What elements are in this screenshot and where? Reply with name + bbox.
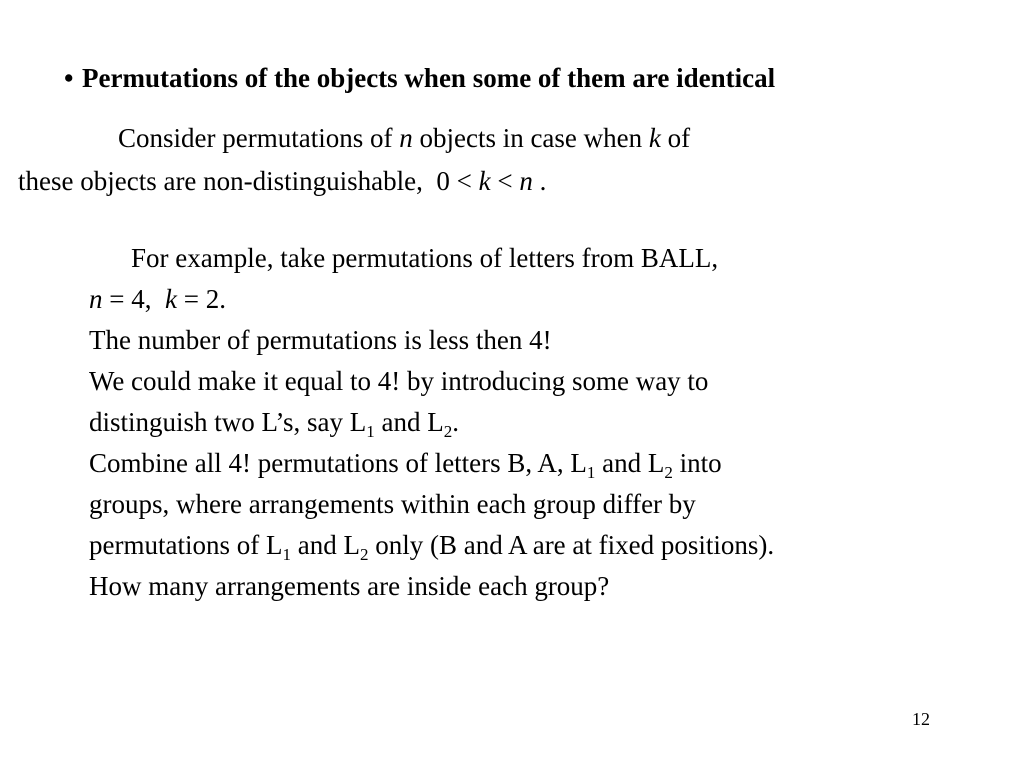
intro-line-2 — [18, 160, 690, 203]
example-paragraph — [89, 238, 774, 607]
example-text: and L — [290, 530, 360, 560]
intro-line-1 — [18, 117, 690, 160]
math-n: n — [519, 166, 533, 196]
example-line-6 — [89, 443, 774, 484]
subscript: 2 — [443, 422, 453, 441]
intro-text: objects in case when — [419, 123, 643, 153]
example-text: . — [452, 407, 460, 437]
example-line-2 — [89, 279, 774, 320]
intro-text: these objects are non-distinguishable, — [18, 166, 423, 196]
example-line-3: The number of permutations is less then 4! — [89, 325, 552, 355]
example-line-9: How many arrangements are inside each group? — [89, 571, 610, 601]
intro-paragraph — [18, 117, 690, 203]
intro-text: of — [667, 123, 691, 153]
math-text: = 2. — [176, 284, 226, 314]
subscript: 1 — [282, 545, 291, 564]
subscript: 1 — [586, 463, 596, 482]
subscript: 2 — [359, 545, 369, 564]
bullet-icon: • — [64, 63, 74, 93]
math-n: n — [399, 123, 413, 153]
example-text: and L — [595, 448, 665, 478]
example-line-1: For example, take permutations of letters from BALL, — [131, 243, 719, 273]
example-text: only (B and A are at fixed positions). — [368, 530, 775, 560]
math-k: k — [648, 123, 661, 153]
page-number: 12 — [912, 709, 930, 729]
subscript: 1 — [366, 422, 375, 441]
math-text: = 4, — [102, 284, 152, 314]
example-text: permutations of L — [89, 530, 283, 560]
example-line-8 — [89, 525, 774, 566]
math-n: n — [89, 284, 103, 314]
math-less-than: < — [456, 166, 472, 196]
example-line-7: groups, where arrangements within each group differ by — [89, 489, 696, 519]
intro-text: . — [539, 166, 547, 196]
example-text: Combine all 4! permutations of letters B, A, L — [89, 448, 587, 478]
math-k: k — [478, 166, 491, 196]
math-zero: 0 — [436, 166, 450, 196]
subscript: 2 — [664, 463, 673, 482]
example-line-4: We could make it equal to 4! by introducing some way to — [89, 366, 709, 396]
example-line-5 — [89, 402, 774, 443]
math-less-than: < — [497, 166, 513, 196]
slide-title-text: Permutations of the objects when some of them are identical — [82, 63, 776, 93]
slide-title — [64, 58, 775, 98]
example-text: into — [672, 448, 722, 478]
example-text: and L — [374, 407, 444, 437]
math-k: k — [164, 284, 177, 314]
intro-text: Consider permutations of — [118, 123, 393, 153]
example-text: distinguish two L’s, say L — [89, 407, 367, 437]
